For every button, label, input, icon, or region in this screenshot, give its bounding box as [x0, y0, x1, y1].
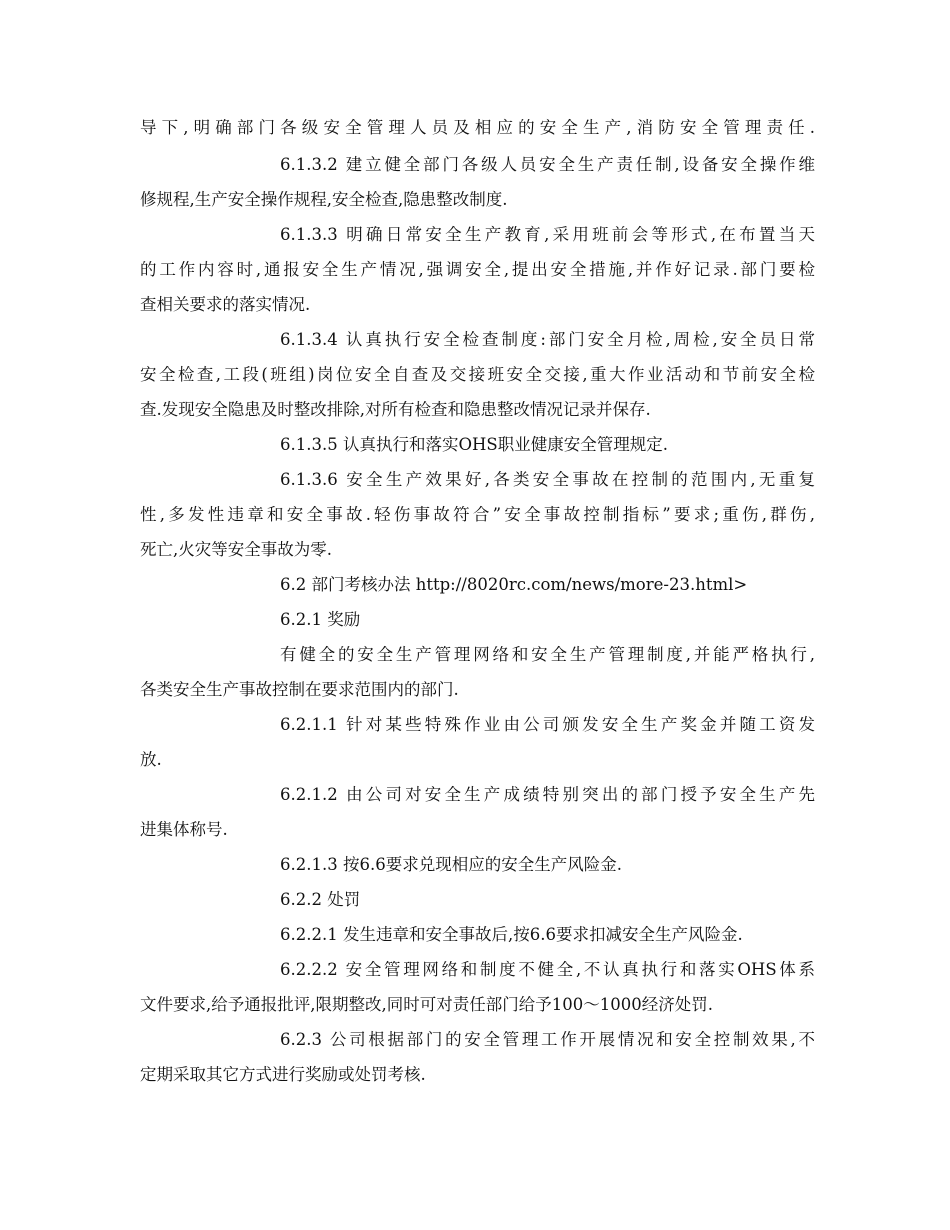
paragraph-line: 定期采取其它方式进行奖励或处罚考核.	[140, 1065, 426, 1084]
paragraph-line: 6.2.3 公司根据部门的安全管理工作开展情况和安全控制效果,不	[280, 1030, 815, 1049]
paragraph-line: 导下,明确部门各级安全管理人员及相应的安全生产,消防安全管理责任.	[140, 118, 815, 137]
paragraph-line: 6.2.1.2 由公司对安全生产成绩特别突出的部门授予安全生产先	[280, 785, 815, 804]
paragraph-line: 查.发现安全隐患及时整改排除,对所有检查和隐患整改情况记录并保存.	[140, 400, 651, 419]
paragraph-line: 各类安全生产事故控制在要求范围内的部门.	[140, 680, 459, 699]
paragraph-line: 6.1.3.4 认真执行安全检查制度:部门安全月检,周检,安全员日常	[280, 330, 815, 349]
paragraph-line: 死亡,火灾等安全事故为零.	[140, 540, 332, 559]
section-heading: 6.2.2 处罚	[280, 890, 361, 909]
paragraph-line: 查相关要求的落实情况.	[140, 295, 311, 314]
paragraph-line: 6.1.3.6 安全生产效果好,各类安全事故在控制的范围内,无重复	[280, 470, 815, 489]
paragraph-line: 修规程,生产安全操作规程,安全检查,隐患整改制度.	[140, 190, 508, 209]
paragraph-line: 6.2.1.3 按6.6要求兑现相应的安全生产风险金.	[280, 855, 622, 874]
paragraph-line: 性,多发性违章和安全事故.轻伤事故符合”安全事故控制指标”要求;重伤,群伤,	[140, 505, 815, 524]
paragraph-line: 6.1.3.3 明确日常安全生产教育,采用班前会等形式,在布置当天	[280, 225, 815, 244]
paragraph-line: 6.2.2.1 发生违章和安全事故后,按6.6要求扣减安全生产风险金.	[280, 925, 743, 944]
paragraph-line: 放.	[140, 750, 162, 769]
paragraph-line: 安全检查,工段(班组)岗位安全自查及交接班安全交接,重大作业活动和节前安全检	[140, 365, 815, 384]
paragraph-line: 有健全的安全生产管理网络和安全生产管理制度,并能严格执行,	[280, 645, 815, 664]
paragraph-line: 6.1.3.5 认真执行和落实OHS职业健康安全管理规定.	[280, 435, 668, 454]
section-heading: 6.2.1 奖励	[280, 610, 361, 629]
paragraph-line: 6.1.3.2 建立健全部门各级人员安全生产责任制,设备安全操作维	[280, 155, 815, 174]
paragraph-line: 的工作内容时,通报安全生产情况,强调安全,提出安全措施,并作好记录.部门要检	[140, 260, 815, 279]
paragraph-line: 文件要求,给予通报批评,限期整改,同时可对责任部门给予100～1000经济处罚.	[140, 995, 713, 1014]
paragraph-line: 进集体称号.	[140, 820, 228, 839]
paragraph-line: 6.2.1.1 针对某些特殊作业由公司颁发安全生产奖金并随工资发	[280, 715, 815, 734]
paragraph-line: 6.2.2.2 安全管理网络和制度不健全,不认真执行和落实OHS体系	[280, 960, 815, 979]
section-heading: 6.2 部门考核办法 http://8020rc.com/news/more-23.html>	[280, 575, 748, 594]
